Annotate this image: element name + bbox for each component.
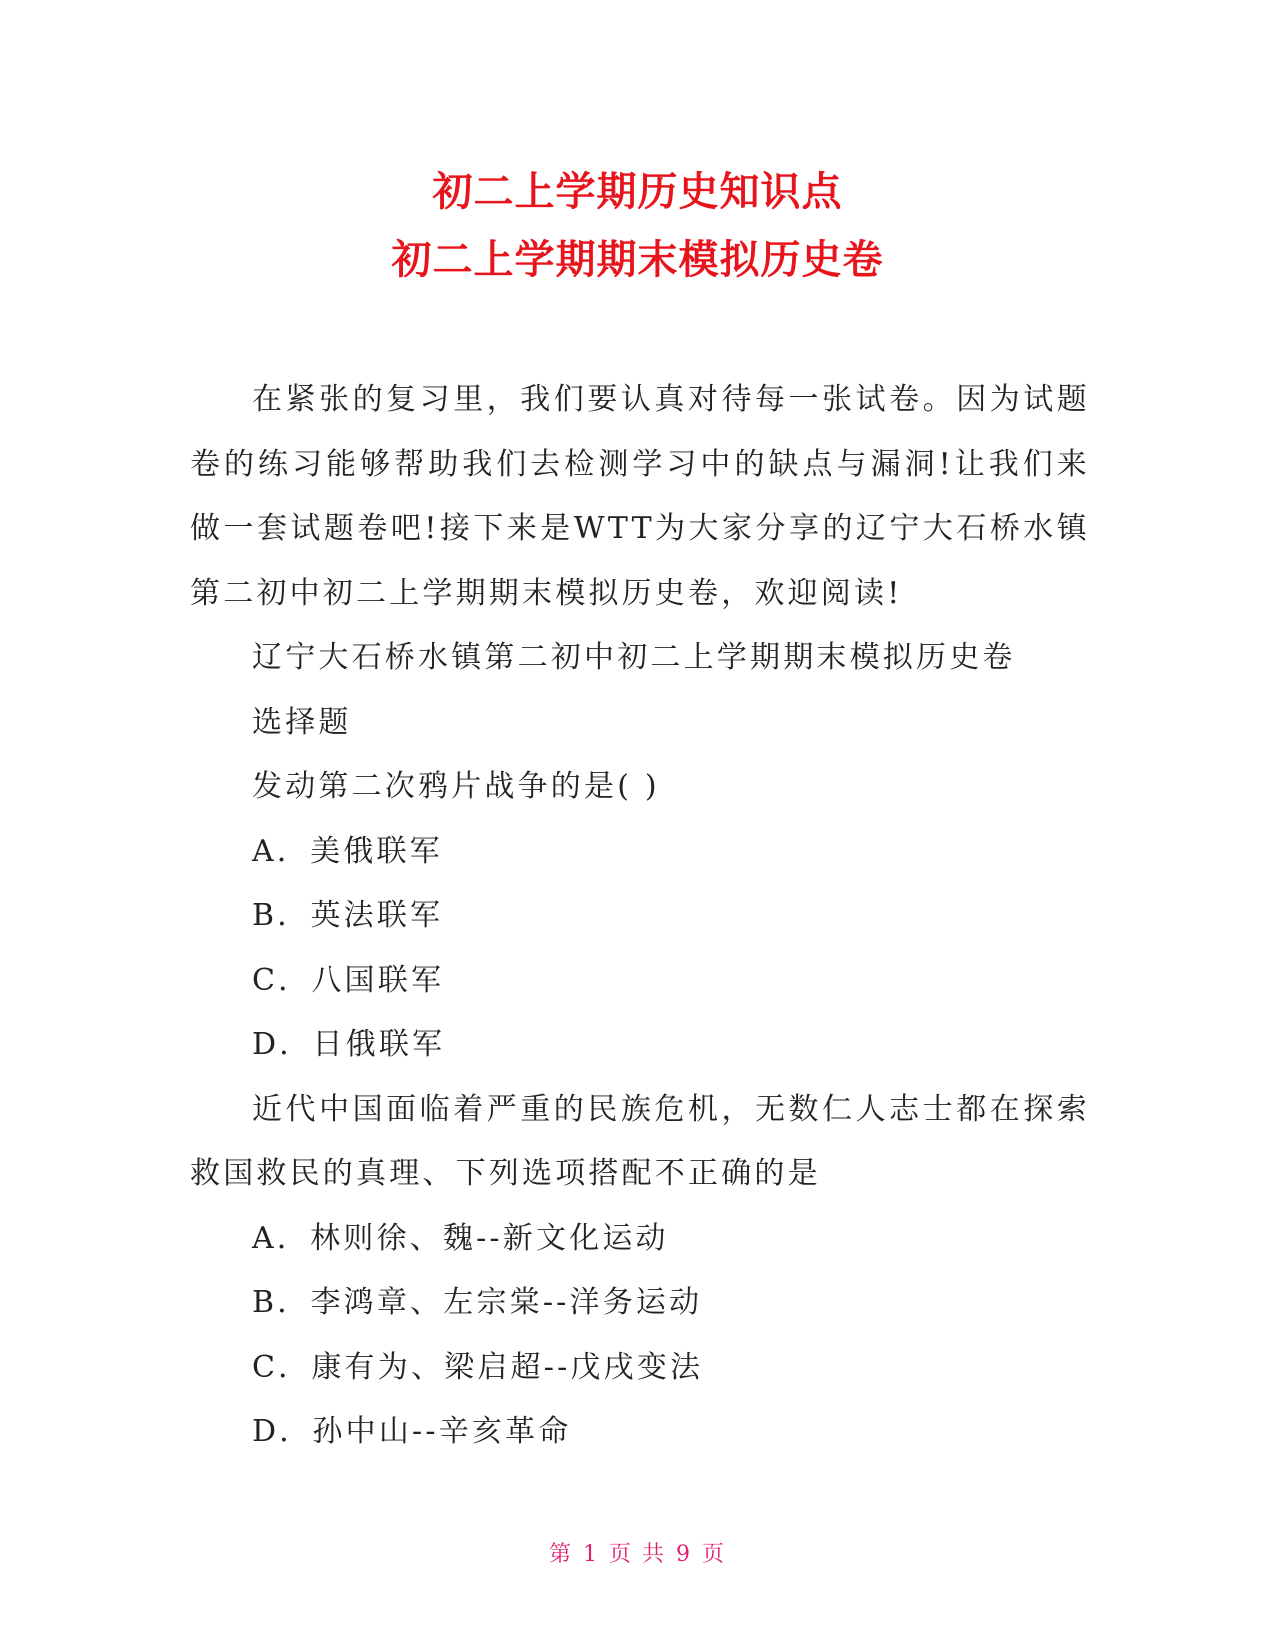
footer-suffix: 页: [702, 1542, 727, 1567]
question-2-option-a: A．林则徐、魏--新文化运动: [252, 1220, 669, 1256]
document-body: [190, 368, 1090, 1465]
page-footer: [0, 1540, 1275, 1570]
footer-page-number: 1: [583, 1542, 599, 1567]
question-2-option-b: B．李鸿章、左宗棠--洋务运动: [252, 1285, 703, 1320]
question-1-option-c: C．八国联军: [252, 962, 445, 998]
footer-middle: 页 共: [609, 1542, 666, 1567]
question-2-option-c: C．康有为、梁启超--戊戌变法: [252, 1349, 704, 1385]
intro-paragraph: 在紧张的复习里，我们要认真对待每一张试卷。因为试题卷的练习能够帮助我们去检测学习中的缺点与漏洞!让我们来做一套试题卷吧!接下来是WTT为大家分享的辽宁大石桥水镇第二初中初二上学期期末模拟历史卷，欢迎阅读!: [190, 382, 1090, 611]
footer-total-pages: 9: [676, 1542, 692, 1567]
question-1-option-d: D．日俄联军: [252, 1027, 446, 1062]
page-title: 初二上学期历史知识点: [432, 169, 843, 215]
footer-prefix: 第: [548, 1542, 573, 1567]
question-1-stem: 发动第二次鸦片战争的是( ): [252, 769, 660, 804]
question-1-option-a: A．美俄联军: [252, 833, 443, 869]
question-2-option-d: D．孙中山--辛亥革命: [252, 1414, 572, 1449]
section-heading: 选择题: [252, 704, 352, 740]
exam-title: 辽宁大石桥水镇第二初中初二上学期期末模拟历史卷: [252, 640, 1016, 675]
question-1-option-b: B．英法联军: [252, 898, 444, 933]
question-2-stem: 近代中国面临着严重的民族危机，无数仁人志士都在探索救国救民的真理、下列选项搭配不正确的是: [190, 1091, 1090, 1191]
page-subtitle: 初二上学期期末模拟历史卷: [391, 237, 884, 283]
